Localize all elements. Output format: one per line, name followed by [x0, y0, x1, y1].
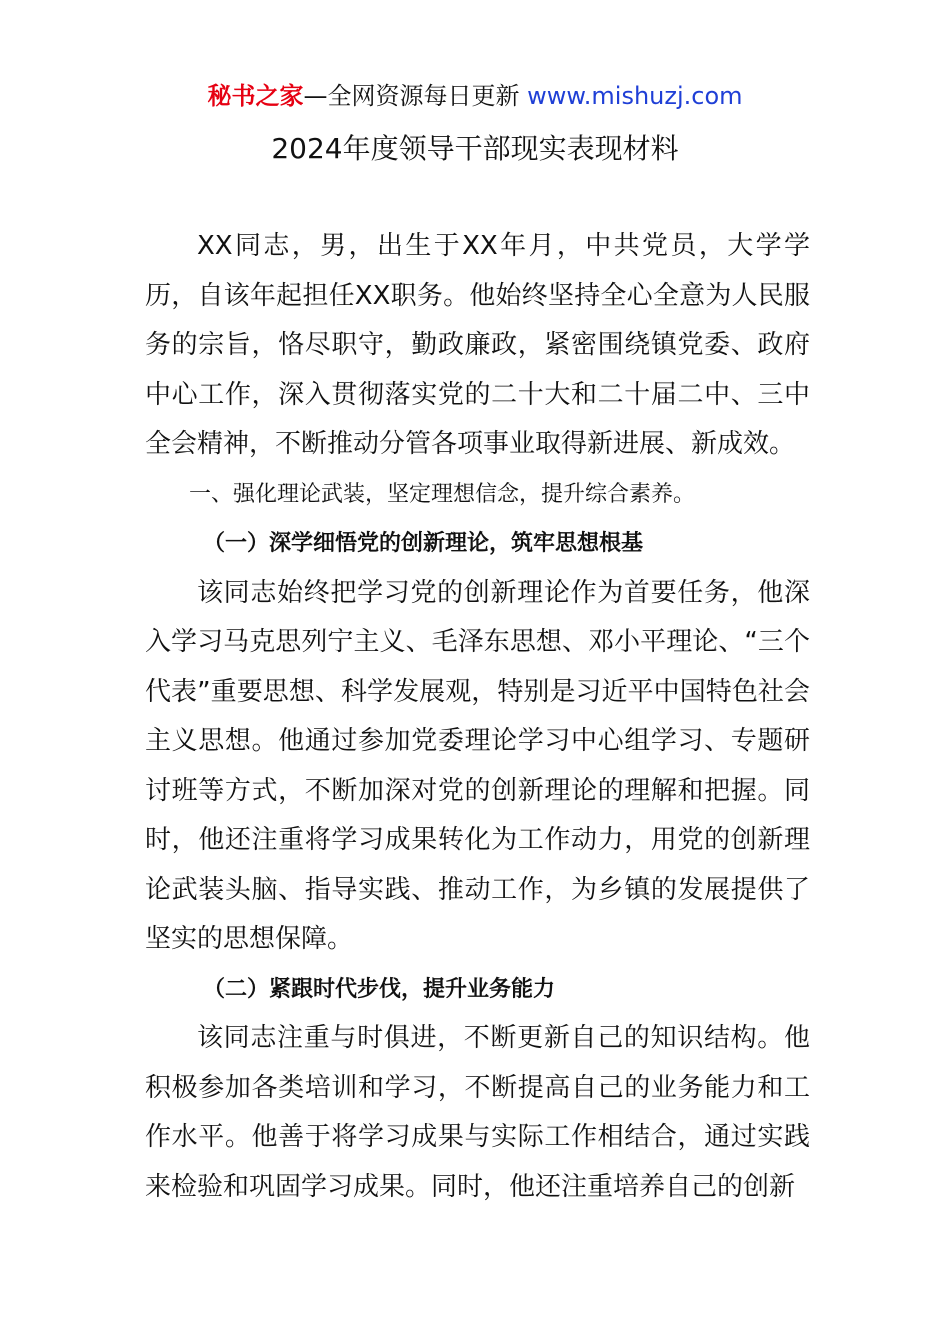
- body-paragraph-2: 该同志注重与时俱进，不断更新自己的知识结构。他积极参加各类培训和学习，不断提高自己的业务能力和工作水平。他善于将学习成果与实际工作相结合，通过实践来检验和巩固学习成果。同时，他还注重培养自己的创新: [145, 1023, 810, 1202]
- body-paragraph-1: 该同志始终把学习党的创新理论作为首要任务，他深入学习马克思列宁主义、毛泽东思想、邓小平理论、“三个代表”重要思想、科学发展观，特别是习近平中国特色社会主义思想。他通过参加党委理论学习中心组学习、专题研讨班等方式，不断加深对党的创新理论的理解和把握。同时，他还注重将学习成果转化为工作动力，用党的创新理论武装头脑、指导实践、推动工作，为乡镇的发展提供了坚实的思想保障。: [145, 577, 810, 954]
- site-tagline: —全网资源每日更新: [303, 82, 528, 110]
- section-heading-1: 一、强化理论武装，坚定理想信念，提升综合素养。: [189, 481, 696, 507]
- intro-paragraph: XX同志，男，出生于XX年月，中共党员，大学学历，自该年起担任XX职务。他始终坚持全心全意为人民服务的宗旨，恪尽职守，勤政廉政，紧密围绕镇党委、政府中心工作，深入贯彻落实党的二十大和二十届二中、三中全会精神，不断推动分管各项事业取得新进展、新成效。: [145, 231, 810, 459]
- site-url-link[interactable]: www.mishuzj.com: [527, 82, 743, 110]
- site-brand: 秘书之家: [207, 82, 304, 110]
- site-header: [0, 80, 950, 112]
- document-title: 2024年度领导干部现实表现材料: [271, 132, 679, 165]
- subsection-heading-2: （二）紧跟时代步伐，提升业务能力: [203, 976, 556, 1002]
- subsection-heading-1: （一）深学细悟党的创新理论，筑牢思想根基: [203, 531, 644, 556]
- document-body: [145, 222, 810, 1212]
